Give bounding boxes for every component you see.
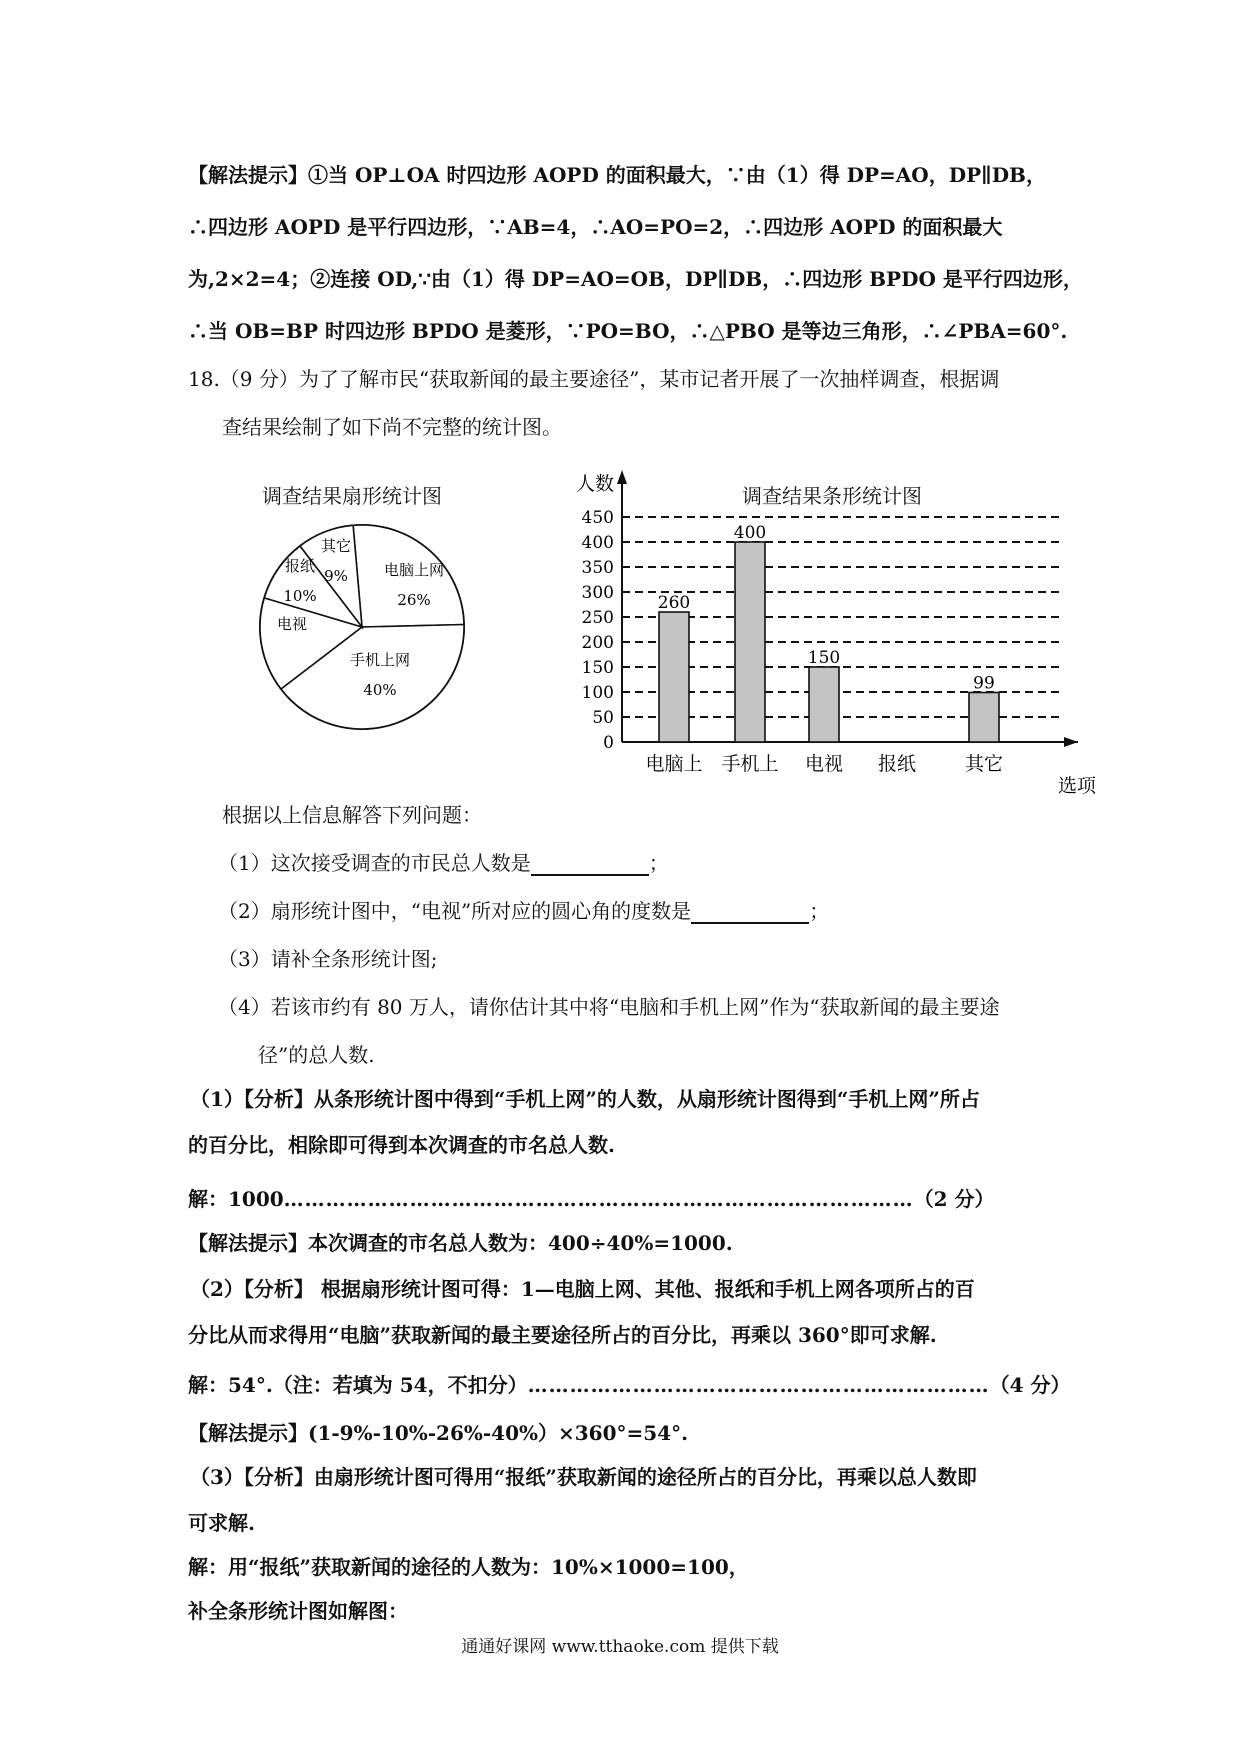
x-category-label: 手机上 (721, 753, 779, 775)
y-tick-label: 200 (581, 633, 614, 653)
pie-slice-percent: 9% (324, 567, 348, 585)
pie-slice-label: 手机上网 (349, 651, 411, 669)
pie-slice-label: 电视 (276, 615, 308, 633)
x-category-label: 电脑上 (645, 753, 703, 775)
y-tick-label: 300 (581, 583, 614, 603)
x-category-label: 电视 (804, 753, 844, 775)
y-tick-label: 100 (581, 683, 614, 703)
answer-2-dots: ………………………………………………………… (527, 1373, 990, 1397)
bar (809, 667, 839, 742)
answer-2-hint: 【解法提示】(1-9%-10%-26%-40%）×360°=54°. (188, 1421, 689, 1445)
question-4-line-1: （4）若该市约有 80 万人，请你估计其中将“电脑和手机上网”作为“获取新闻的最主要途 (218, 995, 1000, 1019)
pie-slice-percent: 10% (283, 587, 317, 605)
pie-slice-label: 电脑上网 (383, 561, 445, 579)
hint-line-1: 【解法提示】①当 OP⊥OA 时四边形 AOPD 的面积最大，∵由（1）得 DP=AO，DP∥DB， (188, 163, 1046, 187)
q18-line-2: 查结果绘制了如下尚不完整的统计图。 (222, 415, 562, 439)
question-1 (218, 848, 1098, 878)
hint-line-2: ∴四边形 AOPD 是平行四边形，∵AB=4，∴AO=PO=2，∴四边形 AOPD 的面积最大 (188, 215, 1003, 239)
y-axis-arrow (617, 470, 627, 484)
answer-2-score: （4 分） (989, 1373, 1071, 1397)
bar-data-label: 400 (733, 523, 767, 543)
question-2-end: ； (809, 899, 830, 923)
question-3: （3）请补全条形统计图; (218, 947, 438, 971)
pie-chart-title: 调查结果扇形统计图 (262, 484, 442, 508)
hint-line-3: 为,2×2=4；②连接 OD,∵由（1）得 DP=AO=OB，DP∥DB，∴四边形 BPDO 是平行四边形， (188, 267, 1083, 291)
answer-3-solution: 解：用“报纸”获取新闻的途径的人数为：10%×1000=100， (188, 1555, 749, 1579)
bar-data-label: 150 (807, 648, 841, 668)
y-axis-label: 人数 (575, 473, 614, 495)
bar-chart (570, 470, 1130, 800)
answer-3-analysis-2: 可求解. (188, 1511, 255, 1535)
answer-1-score: （2 分） (913, 1187, 995, 1211)
x-axis-arrow (1064, 737, 1078, 747)
question-4-line-2: 径”的总人数. (258, 1043, 375, 1067)
bar (735, 542, 765, 742)
pie-slice-percent: 26% (397, 591, 431, 609)
y-tick-label: 50 (592, 708, 614, 728)
page-footer: 通通好课网 www.tthaoke.com 提供下载 (461, 1637, 779, 1657)
y-tick-label: 350 (581, 558, 614, 578)
x-category-label: 其它 (964, 753, 1004, 775)
answer-2-solution-text: 解：54°.（注：若填为 54，不扣分） (188, 1373, 528, 1397)
question-2-text: （2）扇形统计图中，“电视”所对应的圆心角的度数是 (218, 899, 692, 923)
q18-line-1: 18.（9 分）为了了解市民“获取新闻的最主要途径”，某市记者开展了一次抽样调查，根据调 (188, 367, 1000, 391)
question-2 (218, 896, 1098, 926)
answer-1-hint: 【解法提示】本次调查的市名总人数为：400÷40%=1000. (188, 1231, 733, 1255)
y-tick-label: 250 (581, 608, 614, 628)
question-1-end: ； (648, 851, 669, 875)
answer-1-dots: ……………………………………………………………………………… (283, 1187, 914, 1211)
pie-slice-label: 其它 (320, 537, 352, 555)
x-category-label: 报纸 (877, 753, 917, 775)
hint-line-4: ∴当 OB=BP 时四边形 BPDO 是菱形，∵PO=BO，∴△PBO 是等边三角形，∴∠PBA=60°. (188, 319, 1068, 343)
question-1-text: （1）这次接受调查的市民总人数是 (218, 851, 531, 875)
question-2-blank (691, 900, 809, 924)
bar-data-label: 260 (657, 593, 691, 613)
answer-2-analysis-2: 分比从而求得用“电脑”获取新闻的最主要途径所占的百分比，再乘以 360°即可求解. (188, 1323, 937, 1347)
answer-1-analysis-1: （1）【分析】从条形统计图中得到“手机上网”的人数，从扇形统计图得到“手机上网”所占 (190, 1087, 980, 1111)
answer-2-analysis-1: （2）【分析】 根据扇形统计图可得：1—电脑上网、其他、报纸和手机上网各项所占的百 (190, 1277, 975, 1301)
answer-3-line-2: 补全条形统计图如解图： (188, 1599, 408, 1623)
answer-3-analysis-1: （3）【分析】由扇形统计图可得用“报纸”获取新闻的途径所占的百分比，再乘以总人数即 (190, 1465, 977, 1489)
pie-slice-label: 报纸 (284, 557, 316, 575)
y-tick-label: 450 (581, 508, 614, 528)
questions-intro: 根据以上信息解答下列问题： (222, 803, 482, 827)
bar-data-label: 99 (973, 673, 995, 694)
answer-1-analysis-2: 的百分比，相除即可得到本次调查的市名总人数. (188, 1133, 615, 1157)
answer-1-solution-text: 解：1000 (188, 1187, 284, 1211)
answer-1-solution (188, 1184, 1068, 1214)
pie-slice-percent: 40% (363, 681, 397, 699)
question-1-blank (531, 852, 649, 876)
y-tick-label: 150 (581, 658, 614, 678)
answer-2-solution (188, 1370, 1071, 1400)
bar-chart-body (576, 470, 1097, 797)
y-tick-label: 0 (603, 733, 614, 753)
x-axis-label: 选项 (1058, 775, 1097, 797)
bar (969, 693, 999, 743)
pie-chart (240, 520, 500, 730)
y-tick-label: 400 (581, 533, 614, 553)
bar (659, 612, 689, 742)
bar-chart-title: 调查结果条形统计图 (742, 484, 922, 508)
